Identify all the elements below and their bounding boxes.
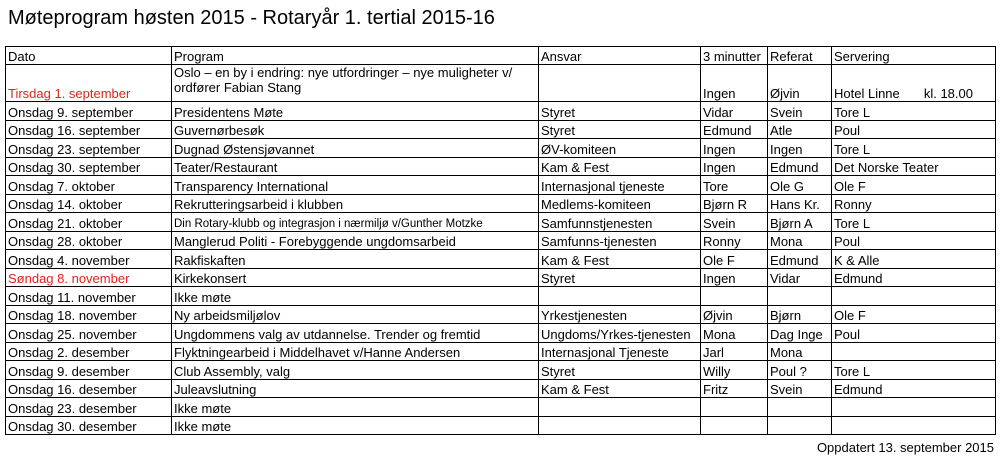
cell-dato: Onsdag 23. september bbox=[6, 139, 172, 158]
cell-ansvar: Yrkestjenesten bbox=[539, 305, 701, 324]
cell-servering: Poul bbox=[832, 231, 996, 250]
cell-ansvar: Samfunnstjenesten bbox=[539, 213, 701, 232]
cell-program: Ikke møte bbox=[172, 398, 539, 417]
cell-servering bbox=[832, 287, 996, 306]
cell-dato: Onsdag 14. oktober bbox=[6, 194, 172, 213]
table-row bbox=[6, 194, 996, 213]
cell-ansvar: Ungdoms/Yrkes-tjenesten bbox=[539, 324, 701, 343]
cell-dato: Onsdag 16. desember bbox=[6, 379, 172, 398]
table-row bbox=[6, 102, 996, 121]
column-header-program: Program bbox=[172, 47, 539, 65]
cell-ansvar: Kam & Fest bbox=[539, 250, 701, 269]
table-row bbox=[6, 213, 996, 232]
cell-minutter: Svein bbox=[701, 213, 768, 232]
cell-minutter: Willy bbox=[701, 361, 768, 380]
cell-servering bbox=[832, 342, 996, 361]
table-row bbox=[6, 287, 996, 306]
cell-minutter: Jarl bbox=[701, 342, 768, 361]
cell-program: Club Assembly, valg bbox=[172, 361, 539, 380]
cell-ansvar: Styret bbox=[539, 120, 701, 139]
cell-referat bbox=[768, 416, 832, 435]
table-row bbox=[6, 379, 996, 398]
page-title: Møteprogram høsten 2015 - Rotaryår 1. tertial 2015-16 bbox=[8, 7, 495, 29]
cell-minutter: Ingen bbox=[701, 139, 768, 158]
cell-program: Manglerud Politi - Forebyggende ungdomsarbeid bbox=[172, 231, 539, 250]
cell-minutter: Bjørn R bbox=[701, 194, 768, 213]
cell-servering bbox=[832, 416, 996, 435]
cell-referat: Edmund bbox=[768, 250, 832, 269]
cell-ansvar: Kam & Fest bbox=[539, 379, 701, 398]
column-header-servering: Servering bbox=[832, 47, 996, 65]
cell-minutter: Vidar bbox=[701, 102, 768, 121]
cell-ansvar: Medlems-komiteen bbox=[539, 194, 701, 213]
cell-servering bbox=[832, 65, 996, 102]
cell-referat: Vidar bbox=[768, 268, 832, 287]
cell-servering: Edmund bbox=[832, 268, 996, 287]
cell-minutter: Ronny bbox=[701, 231, 768, 250]
cell-referat: Hans Kr. bbox=[768, 194, 832, 213]
table-row bbox=[6, 268, 996, 287]
table-row bbox=[6, 157, 996, 176]
cell-program: Kirkekonsert bbox=[172, 268, 539, 287]
cell-dato: Onsdag 2. desember bbox=[6, 342, 172, 361]
cell-program: Rakfiskaften bbox=[172, 250, 539, 269]
cell-program: Ungdommens valg av utdannelse. Trender og fremtid bbox=[172, 324, 539, 343]
cell-dato: Onsdag 30. desember bbox=[6, 416, 172, 435]
table-row bbox=[6, 398, 996, 417]
cell-dato: Onsdag 16. september bbox=[6, 120, 172, 139]
cell-dato: Onsdag 9. desember bbox=[6, 361, 172, 380]
cell-ansvar: Internasjonal tjeneste bbox=[539, 176, 701, 195]
table-row bbox=[6, 120, 996, 139]
cell-dato: Tirsdag 1. september bbox=[6, 65, 172, 102]
cell-referat: Mona bbox=[768, 342, 832, 361]
column-header-referat: Referat bbox=[768, 47, 832, 65]
cell-dato: Søndag 8. november bbox=[6, 268, 172, 287]
cell-servering: Tore L bbox=[832, 139, 996, 158]
cell-dato: Onsdag 11. november bbox=[6, 287, 172, 306]
schedule-table bbox=[5, 46, 996, 435]
cell-ansvar bbox=[539, 65, 701, 102]
cell-referat: Edmund bbox=[768, 157, 832, 176]
cell-servering: Tore L bbox=[832, 213, 996, 232]
cell-referat: Ole G bbox=[768, 176, 832, 195]
cell-ansvar: Styret bbox=[539, 268, 701, 287]
cell-referat: Mona bbox=[768, 231, 832, 250]
column-header-ansvar: Ansvar bbox=[539, 47, 701, 65]
cell-referat: Øjvin bbox=[768, 65, 832, 102]
table-row bbox=[6, 342, 996, 361]
cell-servering bbox=[832, 398, 996, 417]
cell-minutter: Edmund bbox=[701, 120, 768, 139]
cell-dato: Onsdag 21. oktober bbox=[6, 213, 172, 232]
cell-referat: Svein bbox=[768, 379, 832, 398]
cell-program: Ikke møte bbox=[172, 287, 539, 306]
cell-dato: Onsdag 9. september bbox=[6, 102, 172, 121]
cell-minutter: Ingen bbox=[701, 268, 768, 287]
table-row bbox=[6, 324, 996, 343]
cell-dato: Onsdag 4. november bbox=[6, 250, 172, 269]
cell-referat: Bjørn A bbox=[768, 213, 832, 232]
cell-servering: Ronny bbox=[832, 194, 996, 213]
cell-ansvar: Kam & Fest bbox=[539, 157, 701, 176]
cell-referat: Ingen bbox=[768, 139, 832, 158]
cell-minutter bbox=[701, 287, 768, 306]
cell-ansvar: Internasjonal Tjeneste bbox=[539, 342, 701, 361]
table-row bbox=[6, 139, 996, 158]
cell-dato: Onsdag 30. september bbox=[6, 157, 172, 176]
header-row bbox=[6, 47, 996, 65]
cell-program: Transparency International bbox=[172, 176, 539, 195]
cell-referat bbox=[768, 287, 832, 306]
cell-ansvar bbox=[539, 287, 701, 306]
cell-dato: Onsdag 23. desember bbox=[6, 398, 172, 417]
cell-program: Presidentens Møte bbox=[172, 102, 539, 121]
cell-dato: Onsdag 25. november bbox=[6, 324, 172, 343]
cell-servering: Poul bbox=[832, 120, 996, 139]
cell-referat bbox=[768, 398, 832, 417]
cell-program: Teater/Restaurant bbox=[172, 157, 539, 176]
cell-referat: Dag Inge bbox=[768, 324, 832, 343]
cell-minutter: Ingen bbox=[701, 157, 768, 176]
cell-ansvar bbox=[539, 398, 701, 417]
column-header-minutter: 3 minutter bbox=[701, 47, 768, 65]
cell-minutter: Øjvin bbox=[701, 305, 768, 324]
cell-minutter: Fritz bbox=[701, 379, 768, 398]
cell-program: Flyktningearbeid i Middelhavet v/Hanne Andersen bbox=[172, 342, 539, 361]
table-row bbox=[6, 361, 996, 380]
cell-minutter: Tore bbox=[701, 176, 768, 195]
cell-referat: Poul ? bbox=[768, 361, 832, 380]
serving-time: kl. 18.00 bbox=[923, 86, 973, 101]
cell-referat: Bjørn bbox=[768, 305, 832, 324]
cell-referat: Atle bbox=[768, 120, 832, 139]
table-row bbox=[6, 305, 996, 324]
cell-minutter: Ole F bbox=[701, 250, 768, 269]
cell-minutter bbox=[701, 398, 768, 417]
cell-servering: Ole F bbox=[832, 305, 996, 324]
cell-program: Oslo – en by i endring: nye utfordringer – nye muligheter v/ ordfører Fabian Stang bbox=[172, 65, 539, 102]
cell-servering: Tore L bbox=[832, 102, 996, 121]
cell-ansvar: Styret bbox=[539, 361, 701, 380]
cell-ansvar bbox=[539, 416, 701, 435]
table-row bbox=[6, 231, 996, 250]
table-row bbox=[6, 416, 996, 435]
cell-servering: Poul bbox=[832, 324, 996, 343]
cell-program: Ikke møte bbox=[172, 416, 539, 435]
cell-servering: Ole F bbox=[832, 176, 996, 195]
updated-note: Oppdatert 13. september 2015 bbox=[816, 440, 994, 455]
serving-place: Hotel Linne bbox=[834, 86, 900, 101]
cell-ansvar: ØV-komiteen bbox=[539, 139, 701, 158]
cell-servering: Det Norske Teater bbox=[832, 157, 996, 176]
cell-program: Ny arbeidsmiljølov bbox=[172, 305, 539, 324]
cell-minutter bbox=[701, 416, 768, 435]
column-header-dato: Dato bbox=[6, 47, 172, 65]
cell-dato: Onsdag 18. november bbox=[6, 305, 172, 324]
cell-program: Dugnad Østensjøvannet bbox=[172, 139, 539, 158]
cell-minutter: Ingen bbox=[701, 65, 768, 102]
cell-servering: Edmund bbox=[832, 379, 996, 398]
cell-program: Guvernørbesøk bbox=[172, 120, 539, 139]
cell-dato: Onsdag 7. oktober bbox=[6, 176, 172, 195]
cell-ansvar: Styret bbox=[539, 102, 701, 121]
cell-program: Rekrutteringsarbeid i klubben bbox=[172, 194, 539, 213]
cell-program: Juleavslutning bbox=[172, 379, 539, 398]
table-row bbox=[6, 176, 996, 195]
table-row bbox=[6, 250, 996, 269]
cell-ansvar: Samfunns-tjenesten bbox=[539, 231, 701, 250]
table-row bbox=[6, 65, 996, 102]
cell-program: Din Rotary-klubb og integrasjon i nærmiljø v/Gunther Motzke bbox=[172, 213, 539, 232]
cell-servering: Tore L bbox=[832, 361, 996, 380]
cell-minutter: Mona bbox=[701, 324, 768, 343]
cell-dato: Onsdag 28. oktober bbox=[6, 231, 172, 250]
cell-referat: Svein bbox=[768, 102, 832, 121]
cell-servering: K & Alle bbox=[832, 250, 996, 269]
